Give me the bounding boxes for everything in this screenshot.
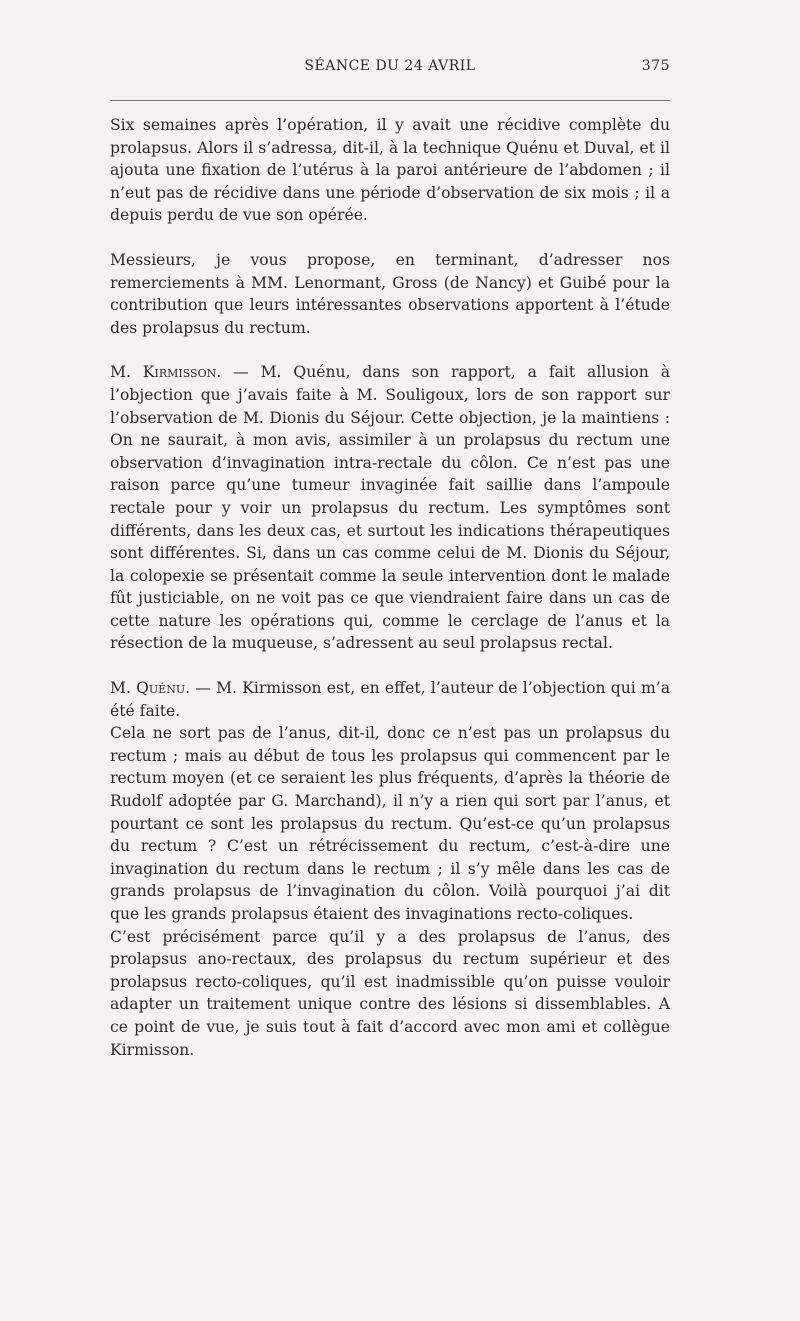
page-number: 375 [641,58,670,74]
paragraph-6 [110,926,670,1062]
paragraph-text: Six semaines après l’opération, il y avait une récidive complète du prolapsus. Alors il s’adressa, dit-il, à la technique Quénu et Duval, et il ajouta une fixation de l’utérus à la paroi antérieure de l’abdomen ; il n’eut pas de récidive dans une période d’observation de six mois ; il a depuis perdu de vue son opérée. [110,116,670,225]
paragraph-text: Cela ne sort pas de l’anus, dit-il, donc ce n’est pas un prolapsus du rectum ; mais au début de tous les prolapsus qui commencent par le rectum moyen (et ce seraient les plus fréquents, d’après la théorie de Rudolf adoptée par G. Marchand), il n’y a rien qui sort par l’anus, et pourtant ce sont les prolapsus du rectum. Qu’est-ce qu’un prolapsus du rectum ? C’est un rétrécissement du rectum, c’est-à-dire une invagination du rectum dans le rectum ; il s’y mêle dans les cas de grands prolapsus de l’invagination du côlon. Voilà pourquoi j’ai dit que les grands prolapsus étaient des invaginations recto-coliques. [110,724,670,923]
paragraph-2 [110,249,670,339]
header-title: SÉANCE DU 24 AVRIL [304,58,476,74]
paragraph-5 [110,722,670,925]
paragraph-kirmisson [110,361,670,655]
header-rule [110,100,670,101]
paragraph-text: Messieurs, je vous propose, en terminant, d’adresser nos remerciements à MM. Lenormant, Gross (de Nancy) et Guibé pour la contribution que leurs intéressantes observations apportent à l’étude des prolapsus du rectum. [110,250,670,337]
paragraph-quenu [110,677,670,722]
page-body [110,114,670,1061]
running-header [110,58,670,82]
paragraph-text: — M. Kirmisson est, en effet, l’auteur de l’objection qui m’a été faite. [110,679,670,720]
paragraph-1 [110,114,670,227]
paragraph-text: — M. Quénu, dans son rapport, a fait allusion à l’objection que j’avais faite à M. Souligoux, lors de son rapport sur l’observation de M. Dionis du Séjour. Cette objection, je la maintiens : On ne saurait, à mon avis, assimiler à un prolapsus du rectum une observation d’invagination intra-rectale du côlon. Ce n’est pas une raison parce qu’une tumeur invaginée fait saillie dans l’ampoule rectale pour y voir un prolapsus du rectum. Les symptômes sont différents, dans les deux cas, et surtout les indications thérapeutiques sont différentes. Si, dans un cas comme celui de M. Dionis du Séjour, la colopexie se présentait comme la seule intervention dont le malade fût justiciable, on ne voit pas ce que viendraient faire dans un cas de cette nature les opérations qui, comme le cerclage de l’anus et la résection de la muqueuse, s’adressent au seul prolapsus rectal. [110,363,670,653]
paragraph-text: C’est précisément parce qu’il y a des prolapsus de l’anus, des prolapsus ano-rectaux, des prolapsus du rectum supérieur et des prolapsus recto-coliques, qu’il est inadmissible qu’on puisse vouloir adapter un traitement unique contre des lésions si dissemblables. A ce point de vue, je suis tout à fait d’accord avec mon ami et collègue Kirmisson. [110,927,670,1059]
speaker-name: M. Kirmisson. [110,363,222,382]
speaker-name: M. Quénu. [110,679,191,698]
